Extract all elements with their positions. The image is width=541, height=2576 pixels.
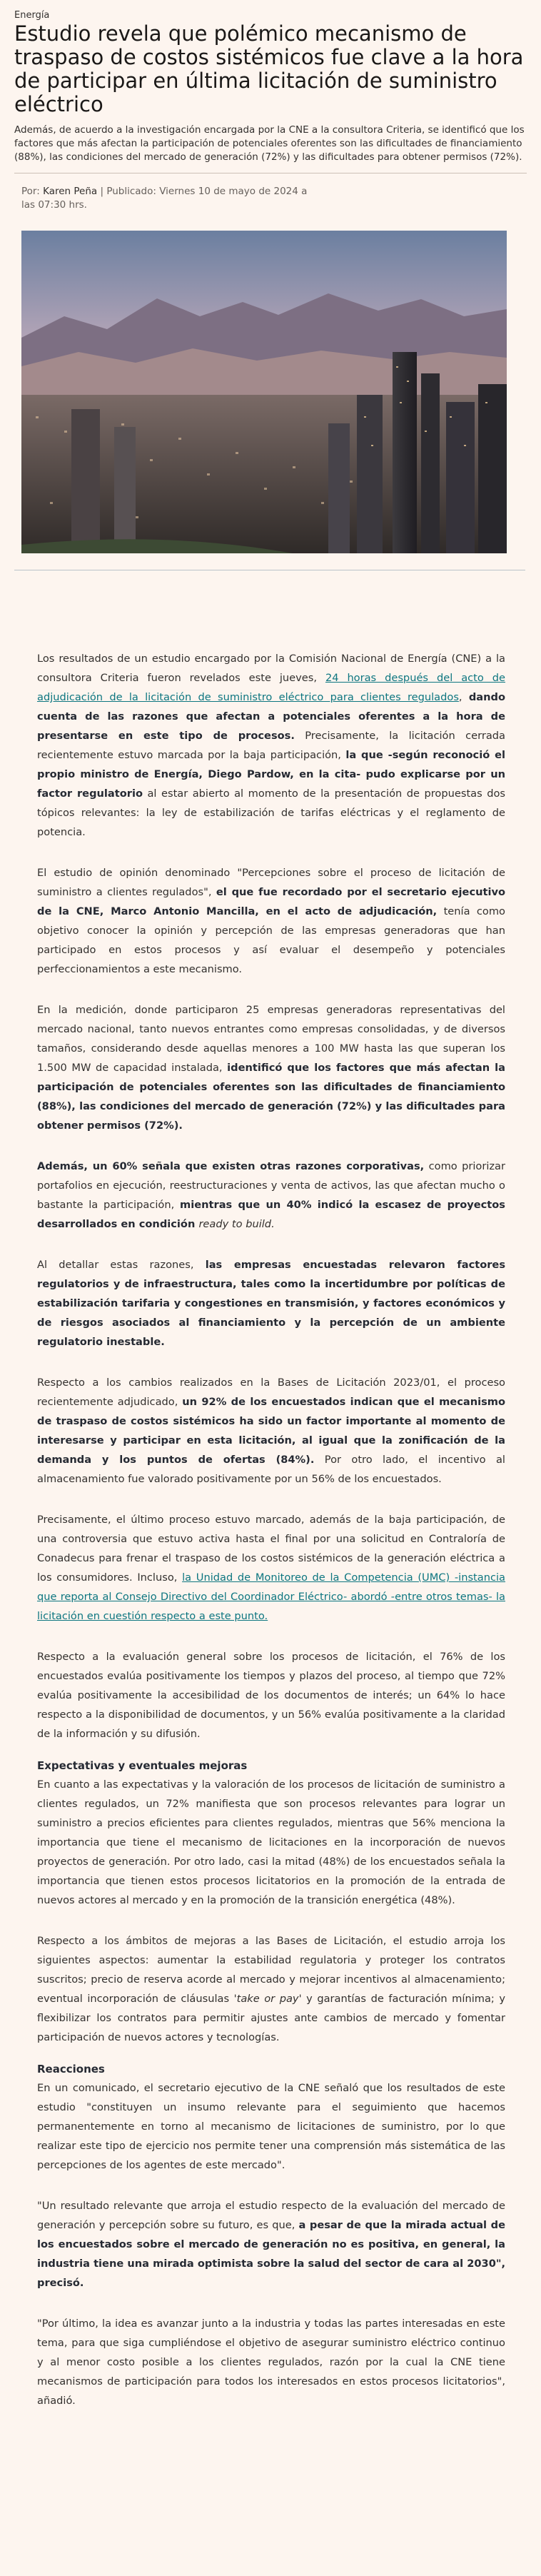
paragraph: En la medición, donde participaron 25 empresas generadoras representativas del mercado nacional, tanto nuevos entrantes como empresas consolidadas, y de diversos tamaños, considerando desde aquellas menores a 100 MW hasta las que superan los 1.500 MW de capacidad instalada, identificó que los factores que más afectan la participación de potenciales oferentes son las dificultades de financiamiento (88%), las condiciones del mercado de generación (72%) y las dificultades para obtener permisos (72%). [37,1004,506,1132]
paragraph: Respecto a los ámbitos de mejoras a las Bases de Licitación, el estudio arroja los siguientes aspectos: aumentar la estabilidad regulatoria y proteger los contratos suscritos; precio de reserva acorde al mercado y mejorar incentivos al almacenamiento; eventual incorporación de cláusulas 'take or pay' y garantías de facturación mínima; y flexibilizar los contratos para permitir ajustes ante cambios de mercado y fomentar participación de nuevos actores y tecnologías. [37,1935,506,2043]
article-body [0,570,541,2460]
paragraph: Además, un 60% señala que existen otras razones corporativas, como priorizar portafolios en ejecución, reestructuraciones y venta de activos, las que afectan mucho o bastante la participación, mientras que un 40% indicó la escasez de proyectos desarrollados en condición ready to build. [37,1160,506,1230]
author-link[interactable]: Karen Peña [43,186,98,197]
paragraph: Respecto a la evaluación general sobre los procesos de licitación, el 76% de los encuestados evalúa positivamente los tiempos y plazos del proceso, al tiempo que 72% evalúa positivamente la accesibilidad de los documentos de interés; un 64% lo hace respecto a la disponibilidad de documentos, y un 56% evalúa positivamente a la claridad de la información y su difusión. [37,1651,505,1740]
paragraph: El estudio de opinión denominado "Percepciones sobre el proceso de licitación de suministro a clientes regulados", el que fue recordado por el secretario ejecutivo de la CNE, Marco Antonio Mancilla, en el acto de adjudicación, tenía como objetivo conocer la opinión y percepción de las empresas generadoras que han participado en estos procesos y así evaluar el desempeño y potenciales perfeccionamientos a este mecanismo. [37,867,505,975]
paragraph: Los resultados de un estudio encargado por la Comisión Nacional de Energía (CNE) a la consultora Criteria fueron revelados este jueves, 24 horas después del acto de adjudicación de la licitación de suministro eléctrico para clientes regulados, dando cuenta de las razones que afectan a potenciales oferentes a la hora de presentarse en este tipo de procesos. Precisamente, la licitación cerrada recientemente estuvo marcada por la baja participación, la que -según reconoció el propio ministro de Energía, Diego Pardow, en la cita- pudo explicarse por un factor regulatorio al estar abierto al momento de la presentación de propuestas dos tópicos relevantes: la ley de estabilización de tarifas eléctricas y el reglamento de potencia. [37,653,505,838]
hero-image [21,231,507,553]
byline-por-label: Por: [21,186,40,197]
paragraph: "Por último, la idea es avanzar junto a la industria y todas las partes interesadas en este tema, para que siga cumpliéndose el objetivo de asegurar suministro eléctrico continuo y al menor costo posible a los clientes regulados, razón por la cual la CNE tiene mecanismos de participación para todos los interesados en estos procesos licitatorios", añadió. [37,2318,505,2407]
standfirst: Además, de acuerdo a la investigación encargada por la CNE a la consultora Criteria, se identificó que los factores que más afectan la participación de potenciales oferentes son las dificultades de financiamiento (88%), las condiciones del mercado de generación (72%) y las dificultades para obtener permisos (72%). [14,124,525,163]
subheading: Reacciones [37,2063,105,2076]
adjudication-link[interactable]: 24 horas después del acto de adjudicación de la licitación de suministro eléctrico para clientes regulados [37,672,505,703]
section-tag[interactable]: Energía [14,10,50,21]
paragraph: Respecto a los cambios realizados en la Bases de Licitación 2023/01, el proceso recientemente adjudicado, un 92% de los encuestados indican que el mecanismo de traspaso de costos sistémicos ha sido un factor importante al momento de interesarse y participar en esta licitación, al igual que la zonificación de la demanda y los puntos de ofertas (84%). Por otro lado, el incentivo al almacenamiento fue valorado positivamente por un 56% de los encuestados. [37,1377,506,1485]
subheading: Expectativas y eventuales mejoras [37,1759,248,1772]
paragraph: En cuanto a las expectativas y la valoración de los procesos de licitación de suministro a clientes regulados, un 72% manifiesta que son procesos relevantes para lograr un suministro a precios eficientes para clientes regulados, mientras que 56% menciona la importancia que tiene el mecanismo de licitaciones en la incorporación de nuevos proyectos de generación. Por otro lado, casi la mitad (48%) de los encuestados señala la importancia que tienen estos procesos licitatorios en la promoción de la entrada de nuevos actores al mercado y en la promoción de la transición energética (48%). [37,1778,505,1906]
umc-link[interactable]: la Unidad de Monitoreo de la Competencia (UMC) -instancia que reporta al Consejo Directivo del Coordinador Eléctrico- abordó -entre otros temas- la licitación en cuestión respecto a este punto. [37,1571,505,1622]
paragraph: Al detallar estas razones, las empresas encuestadas relevaron factores regulatorios y de infraestructura, tales como la incertidumbre por políticas de estabilización tarifaria y congestiones en transmisión, y factores económicos y de riesgos asociados al financiamiento y la percepción de un ambiente regulatorio inestable. [37,1259,506,1348]
city-skyline-photo-icon [21,231,507,553]
published-label: Publicado: [106,186,156,197]
article-header [0,0,541,212]
byline [14,173,314,212]
headline: Estudio revela que polémico mecanismo de traspaso de costos sistémicos fue clave a la hora de participar en última licitación de suministro eléctrico [14,21,524,116]
paragraph: Precisamente, el último proceso estuvo marcado, además de la baja participación, de una controversia que estuvo activa hasta el final por una solicitud en Contraloría de Conadecus para frenar el traspaso de los costos sistémicos de la generación eléctrica a los consumidores. Incluso, la Unidad de Monitoreo de la Competencia (UMC) -instancia que reporta al Consejo Directivo del Coordinador Eléctrico- abordó -entre otros temas- la licitación en cuestión respecto a este punto. [37,1514,505,1622]
paragraph: En un comunicado, el secretario ejecutivo de la CNE señaló que los resultados de este estudio "constituyen un insumo relevante para el seguimiento que hacemos permanentemente en torno al mecanismo de licitaciones de suministro, por lo que realizar este tipo de ejercicio nos permite tener una comprensión más sistemática de las percepciones de los agentes de este mercado". [37,2082,505,2171]
byline-separator: | [100,186,104,197]
publish-date: Viernes 10 de mayo de 2024 a las 07:30 hrs. [21,186,308,211]
paragraph: "Un resultado relevante que arroja el estudio respecto de la evaluación del mercado de generación y percepción sobre su futuro, es que, a pesar de que la mirada actual de los encuestados sobre el mercado de generación no es positiva, en general, la industria tiene una mirada optimista sobre la salud del sector de cara al 2030", precisó. [37,2200,505,2289]
